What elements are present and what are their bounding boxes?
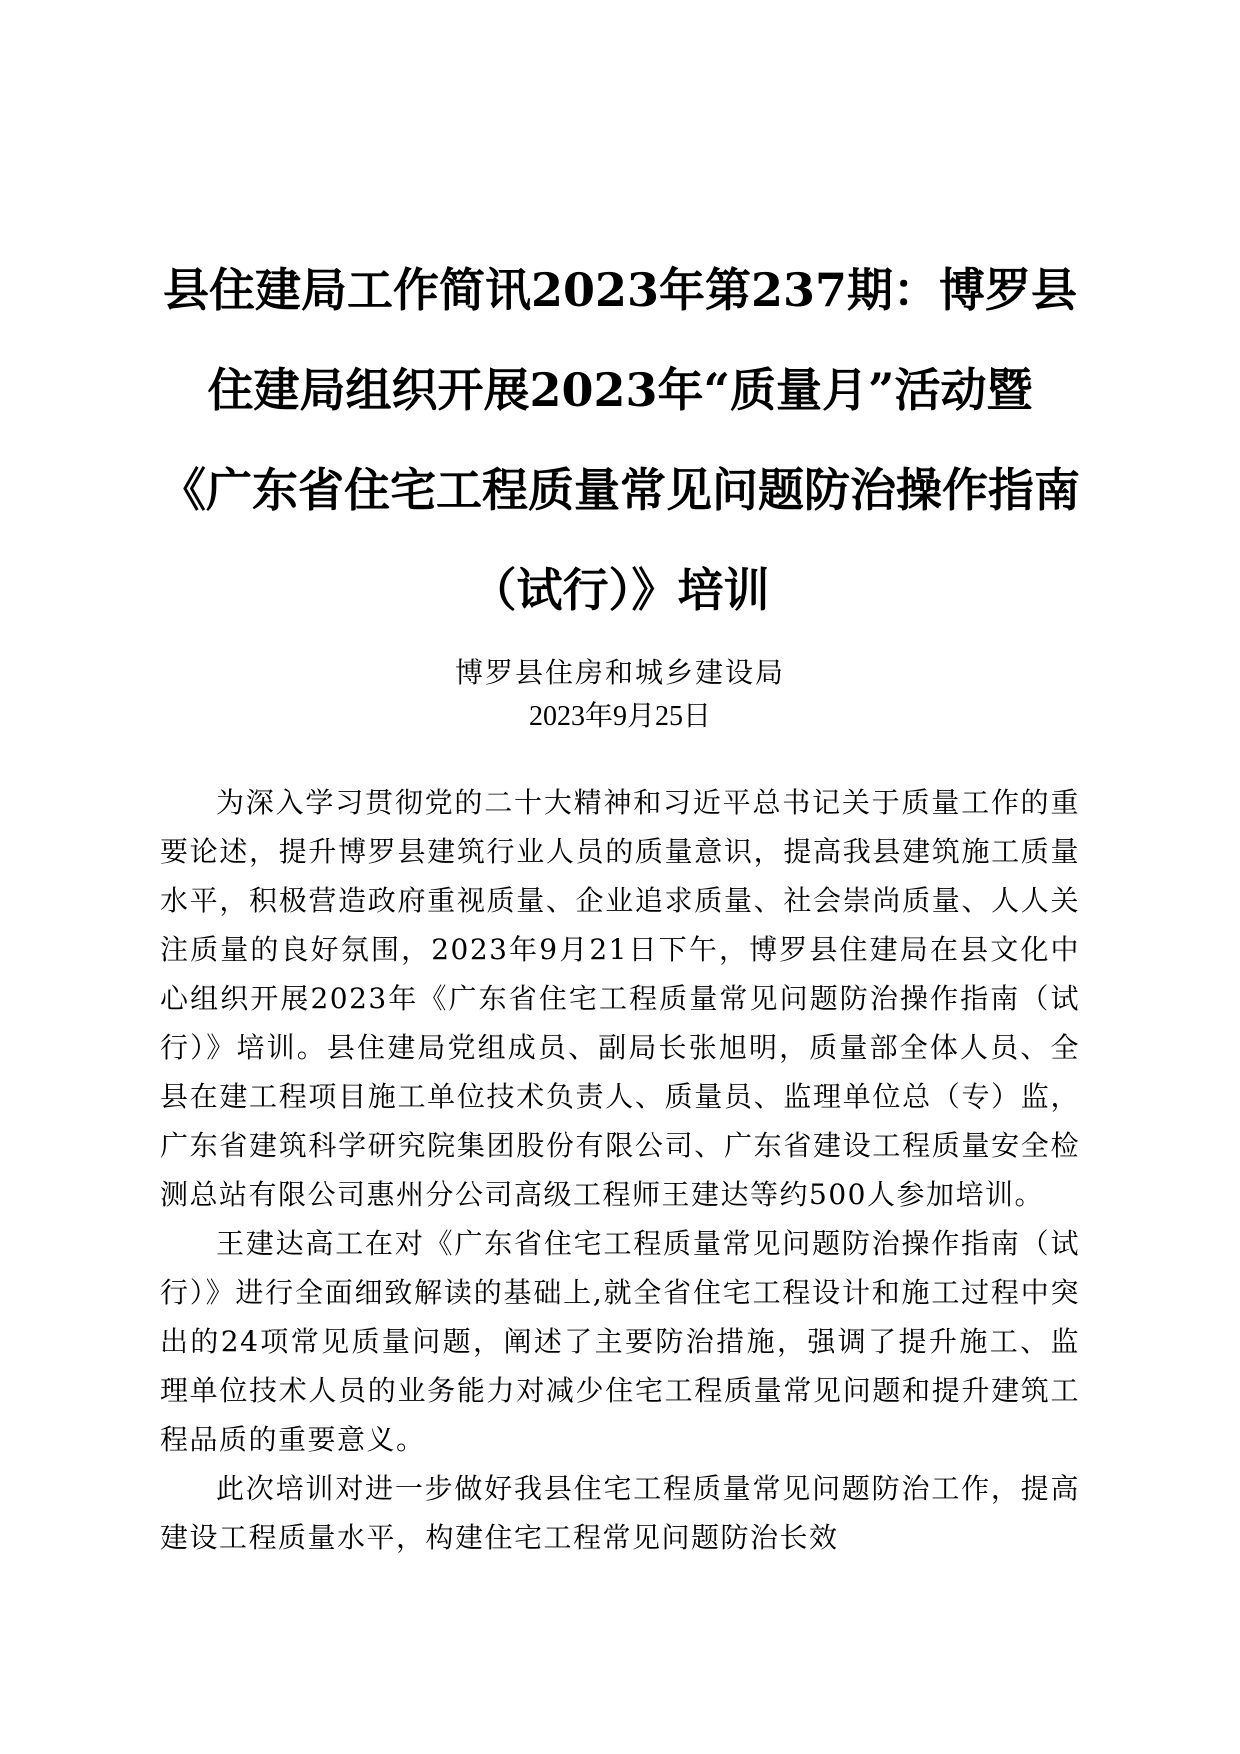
title-line-4: （试行）》培训 [470, 563, 770, 617]
title-line-2: 住建局组织开展2023年“质量月”活动暨 [207, 363, 1033, 417]
title-line-1: 县住建局工作简讯2023年第237期：博罗县 [162, 263, 1078, 317]
paragraph-2: 王建达高工在对《广东省住宅工程质量常见问题防治操作指南（试行）》进行全面细致解读的基础上,就全省住宅工程设计和施工过程中突出的24项常见质量问题，阐述了主要防治措施，强调了提升施工、监理单位技术人员的业务能力对减少住宅工程质量常见问题和提升建筑工程品质的重要意义。 [160, 1227, 1080, 1456]
paragraph-3: 此次培训对进一步做好我县住宅工程质量常见问题防治工作，提高建设工程质量水平，构建住宅工程常见问题防治长效 [160, 1472, 1080, 1554]
document-date: 2023年9月25日 [528, 701, 711, 732]
paragraph-1: 为深入学习贯彻党的二十大精神和习近平总书记关于质量工作的重要论述，提升博罗县建筑行业人员的质量意识，提高我县建筑施工质量水平，积极营造政府重视质量、企业追求质量、社会崇尚质量、人人关注质量的良好氛围，2023年9月21日下午，博罗县住建局在县文化中心组织开展2023年《广东省住宅工程质量常见问题防治操作指南（试行）》培训。县住建局党组成员、副局长张旭明，质量部全体人员、全县在建工程项目施工单位技术负责人、质量员、监理单位总（专）监，广东省建筑科学研究院集团股份有限公司、广东省建设工程质量安全检测总站有限公司惠州分公司高级工程师王建达等约500人参加培训。 [160, 786, 1080, 1211]
document-author: 博罗县住房和城乡建设局 [454, 656, 785, 689]
document-body [160, 778, 1080, 1562]
document-page [160, 240, 1080, 1562]
title-line-3: 《广东省住宅工程质量常见问题防治操作指南 [160, 463, 1080, 517]
document-title [160, 240, 1080, 640]
